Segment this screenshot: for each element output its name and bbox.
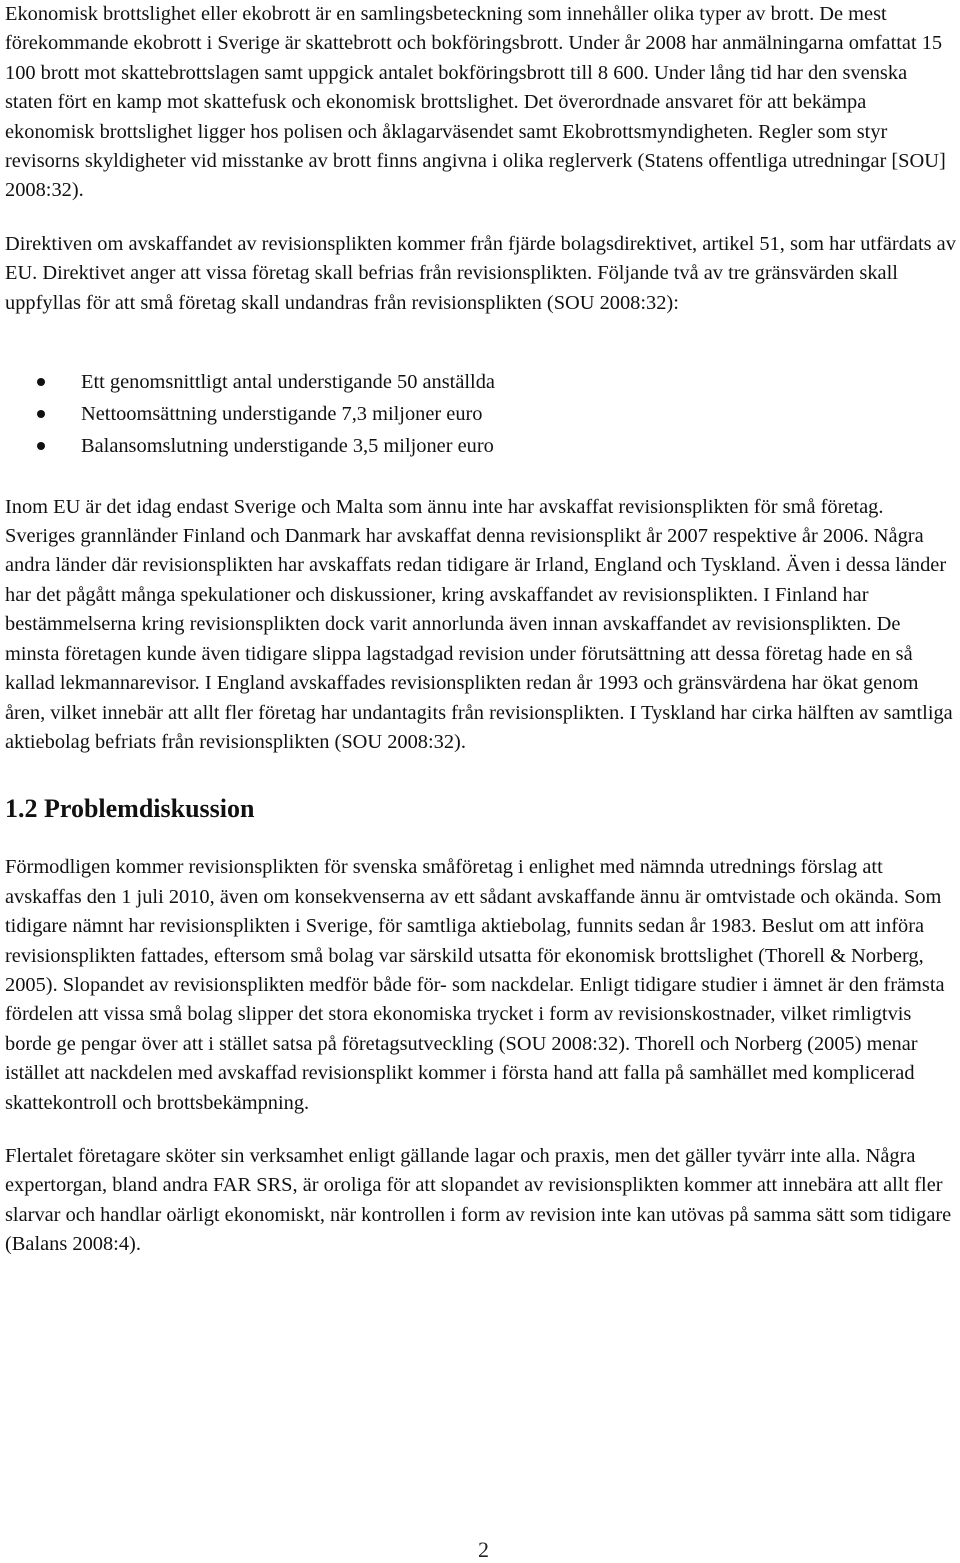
page-number: 2 [478,1537,489,1562]
paragraph-formodligen: Förmodligen kommer revisionsplikten för svenska småföretag i enlighet med nämnda utrednings förslag att avskaffas den 1 juli 2010, även om konsekvenserna av ett sådant avskaffande ännu är omtvistade och okända. Som tidigare nämnt har revisionsplikten i Sverige, för samtliga aktiebolag, funnits sedan år 1983. Beslut om att införa revisionsplikten fattades, eftersom små bolag var särskild utsatta för ekonomisk brottslighet (Thorell & Norberg, 2005). Slopandet av revisionsplikten medför både för- som nackdelar. Enligt tidigare studier i ämnet är den främsta fördelen att vissa små bolag slipper det stora ekonomiska trycket i form av revisionskostnader, vilket rimligtvis borde ge pengar över att i stället satsa på företagsutveckling (SOU 2008:32). Thorell och Norberg (2005) menar istället att nackdelen med avskaffad revisionsplikt kommer i första hand att falla på samhället med komplicerad skattekontroll och brottsbekämpning. [5,856,945,1114]
bullet-icon [37,378,45,386]
list-item-text: Nettoomsättning understigande 7,3 miljoner euro [81,403,483,426]
list-item-text: Ett genomsnittligt antal understigande 50 anställda [81,371,495,394]
paragraph-ekobrott: Ekonomisk brottslighet eller ekobrott är en samlingsbeteckning som innehåller olika typer av brott. De mest förekommande ekobrott i Sverige är skattebrott och bokföringsbrott. Under år 2008 har anmälningarna omfattat 15 100 brott mot skattebrottslagen samt uppgick antalet bokföringsbrott till 8 600. Under lång tid har den svenska staten fört en kamp mot skattefusk och ekonomisk brottslighet. Det överordnade ansvaret för att bekämpa ekonomisk brottslighet ligger hos polisen och åklagarväsendet samt Ekobrottsmyndigheten. Regler som styr revisorns skyldigheter vid misstanke av brott finns angivna i olika reglerverk (Statens offentliga utredningar [SOU] 2008:32). [5,3,946,202]
document-page [5,0,958,1260]
threshold-list [5,366,958,463]
paragraph-inom-eu: Inom EU är det idag endast Sverige och Malta som ännu inte har avskaffat revisionsplikten för små företag. Sveriges grannländer Finland och Danmark har avskaffat denna revisionsplikt år 2007 respektive år 2006. Några andra länder där revisionsplikten har avskaffats redan tidigare är Irland, England och Tyskland. Även i dessa länder har det pågått många spekulationer och diskussioner, kring avskaffandet av revisionsplikten. I Finland har bestämmelserna kring revisionsplikten dock varit annorlunda även innan avskaffandet av revisionsplikten. De minsta företagen kunde även tidigare slippa lagstadgad revision under förutsättning att dessa företag hade en så kallad lekmannarevisor. I England avskaffades revisionsplikten redan år 1993 och gränsvärdena har ökat genom åren, vilket innebär att allt fler företag har undantagits från revisionsplikten. I Tyskland har cirka hälften av samtliga aktiebolag befriats från revisionsplikten (SOU 2008:32). [5,495,953,753]
list-item [5,430,958,462]
paragraph-flertalet: Flertalet företagare sköter sin verksamhet enligt gällande lagar och praxis, men det gäller tyvärr inte alla. Några expertorgan, bland andra FAR SRS, är oroliga för att slopandet av revisionsplikten kommer att innebära att allt fler slarvar och handlar oärligt ekonomiskt, när kontrollen i form av revision inte kan utövas på samma sätt som tidigare (Balans 2008:4). [5,1144,952,1256]
bullet-icon [37,410,45,418]
bullet-icon [37,442,45,450]
section-heading: 1.2 Problemdiskussion [5,794,255,824]
list-item [5,398,958,430]
paragraph-direktiven: Direktiven om avskaffandet av revisionsplikten kommer från fjärde bolagsdirektivet, artikel 51, som har utfärdats av EU. Direktivet anger att vissa företag skall befrias från revisionsplikten. Följande två av tre gränsvärden skall uppfyllas för att små företag skall undandras från revisionsplikten (SOU 2008:32): [5,232,956,314]
list-item [5,366,958,398]
list-item-text: Balansomslutning understigande 3,5 miljoner euro [81,435,494,458]
